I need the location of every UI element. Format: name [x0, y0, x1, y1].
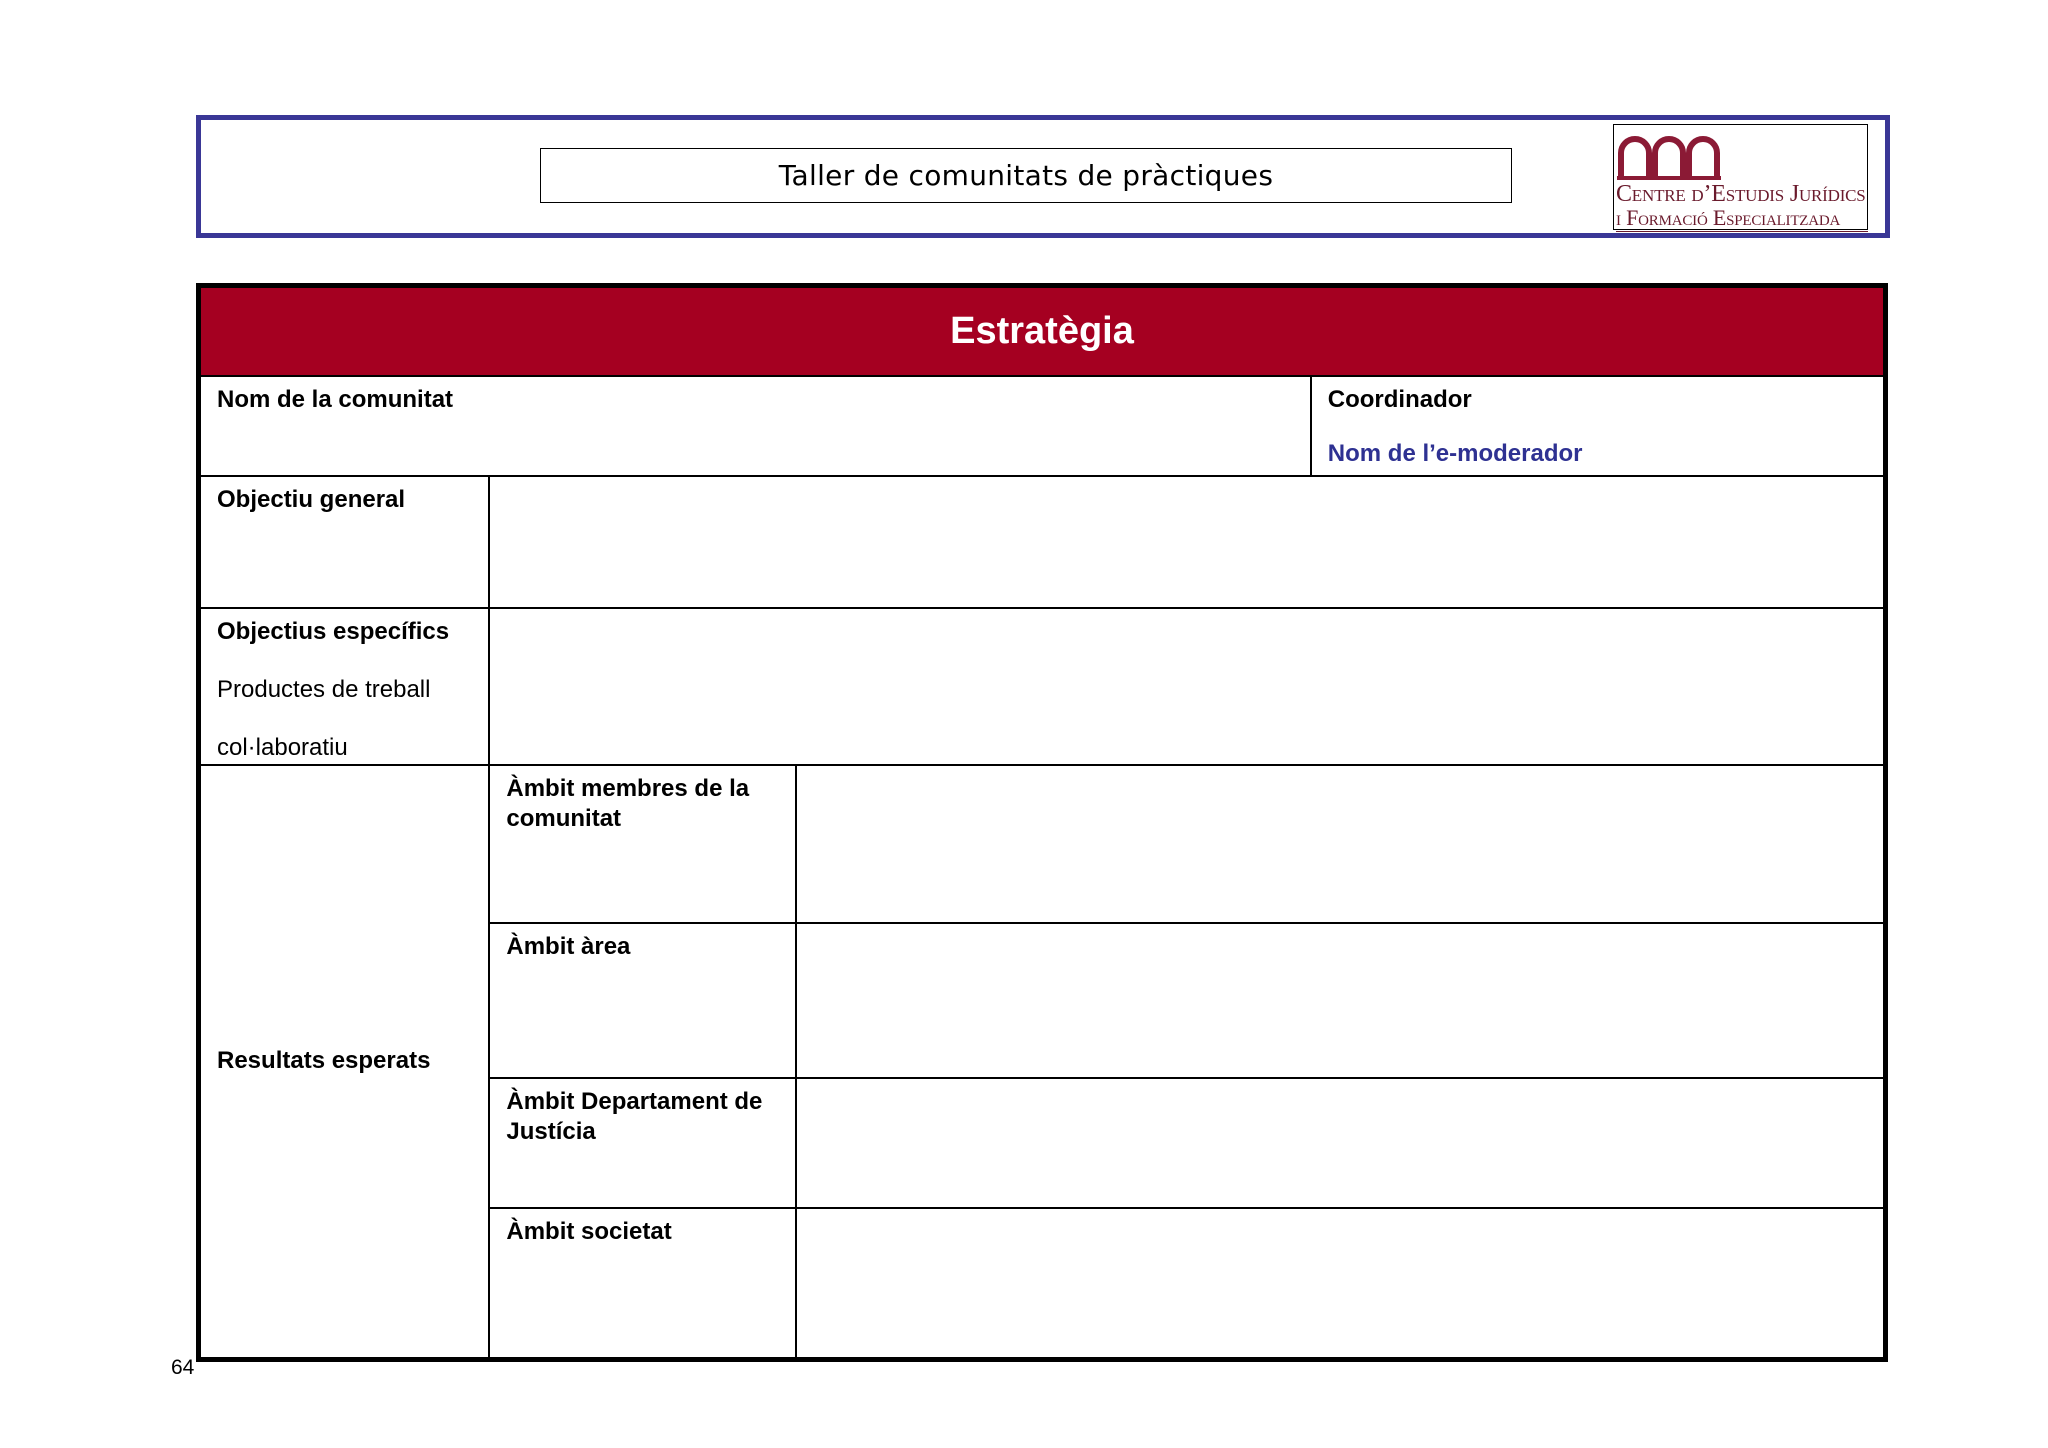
specific-objectives-label: Objectius específics: [217, 618, 450, 646]
logo-text-line-2: i Formació Especialitzada: [1616, 205, 1868, 232]
scope-members-field[interactable]: [796, 765, 1885, 923]
moderator-name: Nom de l’e-moderador: [1327, 439, 1583, 467]
scope-area-label: Àmbit àrea: [489, 923, 796, 1077]
specific-objectives-field[interactable]: [489, 608, 1885, 764]
coordinator-label: Coordinador: [1327, 385, 1472, 413]
scope-area-field[interactable]: [796, 923, 1885, 1077]
workshop-title: Taller de comunitats de pràctiques: [540, 148, 1512, 203]
specific-objectives-cell: [199, 608, 490, 764]
institution-logo: [1613, 124, 1868, 230]
coordinator-cell[interactable]: [1311, 376, 1886, 476]
strategy-title: Estratègia: [199, 286, 1886, 376]
arches-logo-icon: [1615, 127, 1727, 181]
general-objective-field[interactable]: [489, 476, 1885, 608]
general-objective-label: Objectiu general: [199, 476, 490, 608]
scope-members-label: Àmbit membres de la comunitat: [489, 765, 796, 923]
scope-society-label: Àmbit societat: [489, 1208, 796, 1359]
community-name-label: Nom de la comunitat: [217, 385, 454, 413]
scope-department-field[interactable]: [796, 1078, 1885, 1208]
logo-text-line-1: Centre d’Estudis Jurídics: [1616, 181, 1866, 207]
scope-department-label: Àmbit Departament de Justícia: [489, 1078, 796, 1208]
scope-society-field[interactable]: [796, 1208, 1885, 1359]
expected-results-label: Resultats esperats: [199, 765, 490, 1360]
page-number: 64: [171, 1356, 195, 1379]
products-line-2: col·laboratiu: [217, 734, 348, 762]
strategy-form-table: [196, 283, 1888, 1362]
products-line-1: Productes de treball: [217, 676, 431, 704]
community-name-cell[interactable]: [199, 376, 1311, 476]
